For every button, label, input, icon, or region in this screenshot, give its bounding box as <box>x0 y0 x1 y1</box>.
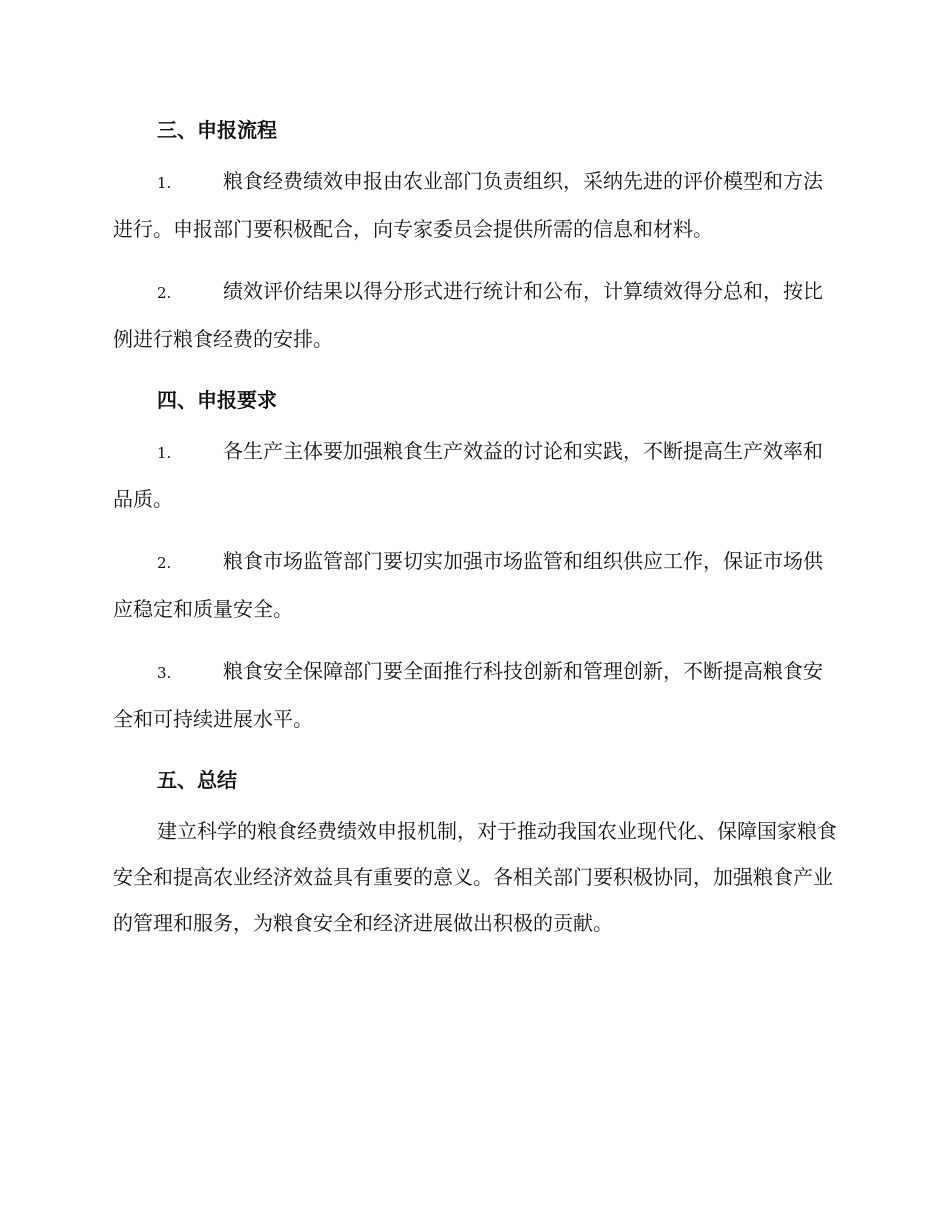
item-text: 绩效评价结果以得分形式进行统计和公布，计算绩效得分总和，按比例进行粮食经费的安排。 <box>113 279 823 351</box>
item-text: 粮食市场监管部门要切实加强市场监管和组织供应工作，保证市场供应稳定和质量安全。 <box>113 549 823 621</box>
item-text: 粮食安全保障部门要全面推行科技创新和管理创新，不断提高粮食安全和可持续进展水平。 <box>113 659 823 731</box>
list-item <box>113 158 838 252</box>
section-application-process <box>113 108 838 362</box>
item-text: 粮食经费绩效申报由农业部门负责组织，采纳先进的评价模型和方法进行。申报部门要积极配合，向专家委员会提供所需的信息和材料。 <box>113 169 823 241</box>
item-number: 2. <box>157 554 172 572</box>
section-heading: 三、申报流程 <box>157 118 277 142</box>
item-text: 各生产主体要加强粮食生产效益的讨论和实践，不断提高生产效率和品质。 <box>113 439 823 511</box>
list-item <box>113 268 838 362</box>
list-item <box>113 428 838 522</box>
section-heading: 五、总结 <box>157 768 237 792</box>
item-number: 3. <box>157 664 172 682</box>
list-item <box>113 648 838 742</box>
item-number: 1. <box>157 174 172 192</box>
item-number: 2. <box>157 284 172 302</box>
list-item <box>113 538 838 632</box>
section-application-requirements <box>113 378 838 742</box>
item-number: 1. <box>157 444 172 462</box>
summary-paragraph: 建立科学的粮食经费绩效申报机制，对于推动我国农业现代化、保障国家粮食安全和提高农业经济效益具有重要的意义。各相关部门要积极协同，加强粮食产业的管理和服务，为粮食安全和经济进展做出积极的贡献。 <box>113 819 837 935</box>
section-heading: 四、申报要求 <box>157 388 277 412</box>
section-summary <box>113 758 838 946</box>
document-body <box>113 108 838 962</box>
